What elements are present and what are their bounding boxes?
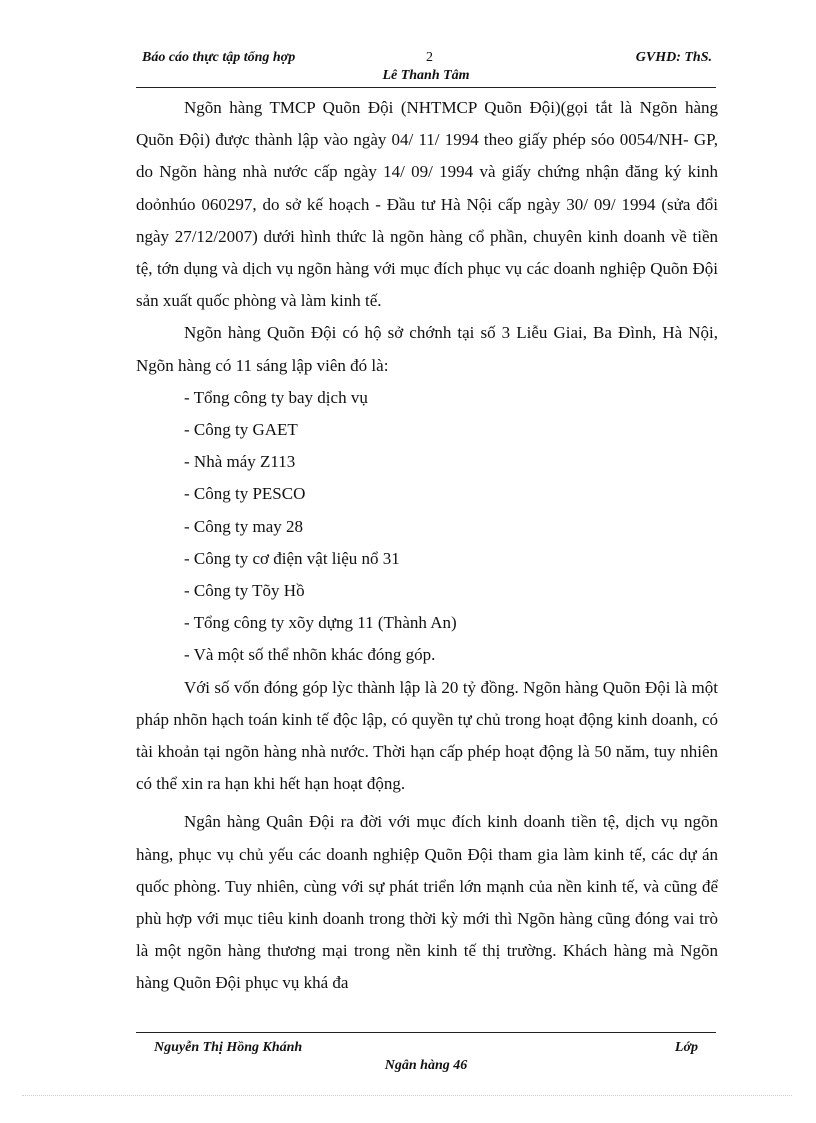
founder-list-item: - Công ty GAET: [184, 420, 298, 440]
paragraph-mission: Ngân hàng Quân Đội ra đời với mục đích kinh doanh tiền tệ, dịch vụ ngõn hàng, phục vụ chủ yếu các doanh nghiệp Quõn Đội tham gia làm kinh tế, các dự án quốc phòng. Tuy nhiên, cùng với sự phát triển lớn mạnh của nền kinh tế, và cũng để phù hợp với mục tiêu kinh doanh trong thời kỳ mới thì Ngõn hàng cũng đóng vai trò là một ngõn hàng thương mại trong nền kinh tế thị trường. Khách hàng mà Ngõn hàng Quõn Đội phục vụ khá đa: [136, 812, 718, 993]
founder-list-item: - Công ty cơ điện vật liệu nổ 31: [184, 548, 400, 568]
header-report-title: Báo cáo thực tập tổng hợp: [142, 50, 296, 65]
founder-list-item: - Công ty may 28: [184, 516, 303, 536]
paragraph-headquarters: Ngõn hàng Quõn Đội có hộ sở chớnh tại số 3 Liễu Giai, Ba Đình, Hà Nội, Ngõn hàng có 11 sáng lập viên đó là:: [136, 323, 718, 375]
founder-list-item: - Nhà máy Z113: [184, 452, 296, 472]
header-supervisor-label: GVHD: ThS.: [635, 50, 712, 65]
paragraph-capital: Với số vốn đóng góp lỳc thành lập là 20 tỷ đồng. Ngõn hàng Quõn Đội là một pháp nhõn hạch toán kinh tế độc lập, có quyền tự chủ trong hoạt động kinh doanh, có tài khoản tại ngõn hàng nhà nước. Thời hạn cấp phép hoạt động là 50 năm, tuy nhiên có thể xin ra hạn khi hết hạn hoạt động.: [136, 677, 718, 794]
header-divider: [136, 87, 716, 88]
founder-list-item: - Công ty Tõy Hồ: [184, 581, 305, 601]
founder-list-item: - Tổng công ty bay dịch vụ: [184, 387, 368, 407]
document-body: [136, 92, 718, 1000]
footer-author-name: Nguyễn Thị Hồng Khánh: [154, 1040, 303, 1055]
footer-class-label: Lớp: [674, 1040, 698, 1055]
footer-class-name: Ngân hàng 46: [384, 1058, 468, 1073]
header-page-number: 2: [426, 50, 433, 65]
header-supervisor-name: Lê Thanh Tâm: [382, 68, 470, 83]
footer-divider: [136, 1032, 716, 1033]
page-edge-divider: [22, 1095, 792, 1096]
paragraph-intro: Ngõn hàng TMCP Quõn Đội (NHTMCP Quõn Đội)(gọi tắt là Ngõn hàng Quõn Đội) được thành lập vào ngày 04/ 11/ 1994 theo giấy phép sóo 0054/NH- GP, do Ngõn hàng nhà nước cấp ngày 14/ 09/ 1994 và giấy chứng nhận đăng ký kinh doỏnhúo 060297, do sở kế hoạch - Đầu tư Hà Nội cấp ngày 30/ 09/ 1994 (sửa đổi ngày 27/12/2007) dưới hình thức là ngõn hàng cổ phần, chuyên kinh doanh về tiền tệ, tớn dụng và dịch vụ ngõn hàng với mục đích phục vụ các doanh nghiệp Quõn Đội sản xuất quốc phòng và làm kinh tế.: [136, 98, 718, 311]
founder-list-item: - Và một số thể nhõn khác đóng góp.: [184, 645, 436, 665]
founder-list-item: - Công ty PESCO: [184, 484, 306, 504]
founder-list-item: - Tổng công ty xõy dựng 11 (Thành An): [184, 613, 457, 633]
page-header: [136, 50, 716, 86]
